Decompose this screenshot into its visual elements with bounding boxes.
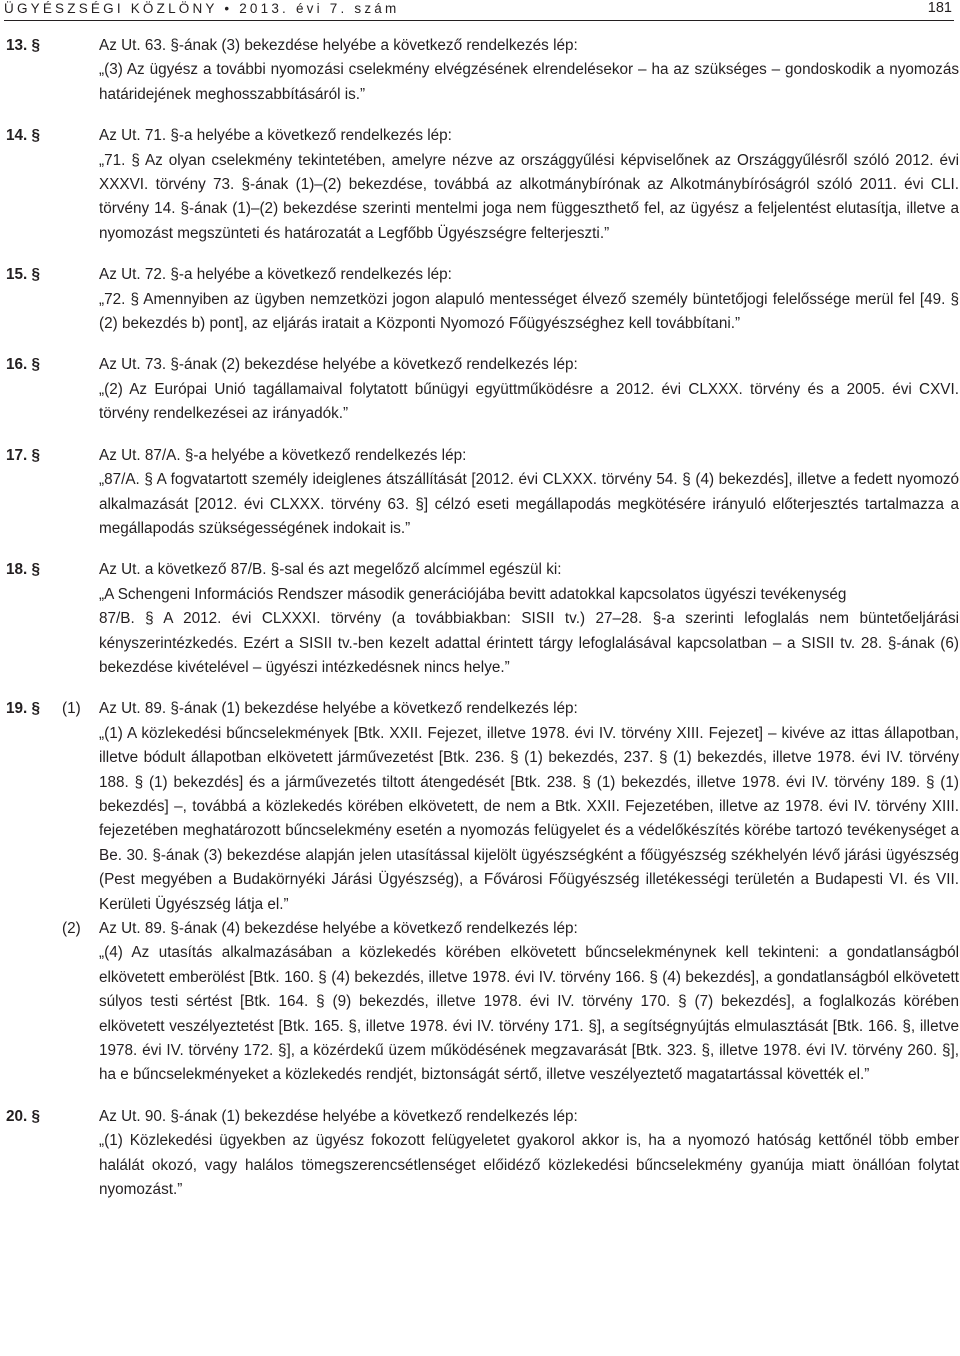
amendment-lead: Az Ut. 87/A. §-a helyébe a következő rendelkezés lép: bbox=[99, 446, 467, 464]
subsection-label bbox=[62, 34, 99, 58]
amended-paragraph: „87/A. § A fogvatartott személy ideiglenes átszállítását [2012. évi CLXXX. törvény 54. § (4) bekezdés], illetve a fedett nyomozó alkalmazását [2012. évi CLXXX. törvény 63. §] célzó eseti megállapodás megkötésére irányuló előterjesztés tartalmazza a megállapodás szükségességének indokait is.” bbox=[99, 471, 959, 537]
page-number: 181 bbox=[927, 0, 952, 16]
section-lead-row bbox=[6, 1105, 959, 1129]
section-number: 18. § bbox=[6, 561, 41, 579]
section-number: 13. § bbox=[6, 37, 41, 54]
amendment-lead: Az Ut. 72. §-a helyébe a következő rendelkezés lép: bbox=[99, 266, 452, 284]
section bbox=[6, 558, 959, 680]
amendment-lead: Az Ut. 89. §-ának (1) bekezdése helyébe a következő rendelkezés lép: bbox=[99, 700, 578, 718]
amended-text bbox=[99, 941, 959, 1087]
amendment-lead: Az Ut. a következő 87/B. §-sal és azt megelőző alcímmel egészül ki: bbox=[99, 561, 562, 579]
amended-paragraph: „71. § Az olyan cselekmény tekintetében, amelyre nézve az országgyűlési képviselőnek az Országgyűlésről szóló 2012. évi XXXVI. törvény 73. §-ának (1)–(2) bekezdése, továbbá az alkotmánybírónak az Alkotmánybíróságról szóló 2011. évi CLI. törvény 14. §-ának (1)–(2) bekezdése szerinti mentelmi joga nem függeszthető fel, az ügyész a feljelentést elutasítja, illetve a nyomozást megszünteti és határozatát a Legfőbb Ügyészségre felterjeszti.” bbox=[99, 151, 959, 242]
subsection-label bbox=[62, 444, 99, 468]
section-number: 17. § bbox=[6, 446, 41, 464]
running-title: ÜGYÉSZSÉGI KÖZLÖNY • 2013. évi 7. szám bbox=[4, 1, 400, 16]
amended-paragraph: 87/B. § A 2012. évi CLXXXI. törvény (a továbbiakban: SISII tv.) 27–28. §-a szerinti lefoglalás nem büntetőeljárási kényszerintézkedés. Ezért a SISII tv.-ben kezelt adattal érintett tárgy lefoglalásával kapcsolatban – a SISII tv. 28. §-ának (6) bekezdése kivételével – ügyészi intézkedésnek nincs helye.” bbox=[99, 610, 959, 676]
amended-paragraph: „72. § Amennyiben az ügyben nemzetközi jogon alapuló mentességet élvező személy büntetőjogi felelőssége merül fel [49. § (2) bekezdés b) pont], az eljárás iratait a Központi Nyomozó Főügyészséghez kell továbbítani.” bbox=[99, 290, 959, 333]
section-lead-row bbox=[6, 558, 959, 582]
subsection-label bbox=[62, 353, 99, 377]
amended-text bbox=[99, 1129, 959, 1202]
amended-text bbox=[99, 58, 959, 107]
amended-paragraph: „A Schengeni Információs Rendszer második generációjába bevitt adatokkal kapcsolatos ügyészi tevékenység bbox=[99, 585, 847, 603]
amendment-lead: Az Ut. 73. §-ának (2) bekezdése helyébe a következő rendelkezés lép: bbox=[99, 356, 578, 374]
subsection-label bbox=[62, 263, 99, 287]
section bbox=[6, 124, 959, 246]
section-lead-row bbox=[6, 353, 959, 377]
section-number: 19. § bbox=[6, 700, 41, 718]
amended-paragraph: „(3) Az ügyész a további nyomozási cselekmény elvégzésének elrendelésekor – ha az szükséges – gondoskodik a nyomozás határidejének meghosszabbításáról is.” bbox=[99, 61, 959, 103]
section-number bbox=[6, 917, 62, 941]
amendment-lead: Az Ut. 63. §-ának (3) bekezdése helyébe a következő rendelkezés lép: bbox=[99, 37, 578, 54]
amended-paragraph: „(2) Az Európai Unió tagállamaival folytatott bűnügyi együttműködésre a 2012. évi CLXXX. törvény és a 2005. évi CXVI. törvény rendelkezései az irányadók.” bbox=[99, 380, 959, 423]
section-lead-row bbox=[6, 263, 959, 287]
section-lead-row bbox=[6, 34, 959, 58]
subsection-label bbox=[62, 124, 99, 148]
section-number: 16. § bbox=[6, 356, 41, 374]
amendment-lead: Az Ut. 90. §-ának (1) bekezdése helyébe a következő rendelkezés lép: bbox=[99, 1107, 578, 1125]
section bbox=[6, 444, 959, 542]
amended-paragraph: „(4) Az utasítás alkalmazásában a közlekedés körében elkövetett bűncselekménynek kell tekinteni: a gondatlanságból elkövetett emberölést [Btk. 160. § (4) bekezdés, illetve 1978. évi IV. törvény 166. § (4) bekezdés], a gondatlanságból elkövetett súlyos testi sértést [Btk. 164. § (9) bekezdés, illetve 1978. évi IV. törvény 170. § (7) bekezdés], a foglalkozás körében elkövetett veszélyeztetést [Btk. 165. §, illetve 1978. évi IV. törvény 171. §], a segítségnyújtás elmulasztását [Btk. 166. §, illetve 1978. évi IV. törvény 172. §], a közérdekű üzem működésének megzavarását [Btk. 323. §, illetve 1978. évi IV. törvény 260. §], ha e bűncselekményeket a közlekedés rendjét, biztonságát sértő, illetve veszélyeztető magatartással követték el.” bbox=[99, 944, 959, 1084]
section-lead-row bbox=[6, 124, 959, 148]
section-number: 20. § bbox=[6, 1107, 41, 1125]
section bbox=[6, 697, 959, 1088]
section-number: 14. § bbox=[6, 127, 41, 145]
section-lead-row bbox=[6, 444, 959, 468]
subsection-label bbox=[62, 558, 99, 582]
amended-text bbox=[99, 288, 959, 337]
amendment-lead: Az Ut. 71. §-a helyébe a következő rendelkezés lép: bbox=[99, 127, 452, 145]
section-lead-row bbox=[6, 697, 959, 721]
subsection-label: (2) bbox=[62, 920, 81, 937]
amended-paragraph: „(1) A közlekedési bűncselekmények [Btk. XXII. Fejezet, illetve 1978. évi IV. törvény XIII. Fejezet] – kivéve az ittas állapotban, illetve bódult állapotban elkövetett járművezetést [Btk. 236. § (1) bekezdés, 237. § (1) bekezdés, illetve 1978. évi IV. törvény 188. § (1) bekezdés] és a járművezetés tiltott átengedését [Btk. 238. § (1) bekezdés, illetve 1978. évi IV. törvény 189. § (1) bekezdés] –, továbbá a közlekedés körében elkövetett, de nem a Btk. XXII. Fejezetében, illetve az 1978. évi IV. törvény XIII. fejezetében meghatározott bűncselekmény esetén a nyomozás felügyelet és a védelőkészítés körébe tartozó tevékenységet a Be. 30. §-ának (3) bekezdése alapján jelen utasítással kijelölt ügyészségként a főügyészség székhelyén lévő járási ügyészség (Pest megyében a Budakörnyéki Járási Ügyészség), a Fővárosi Főügyészség illetékességi területén a Budapesti VI. és VII. Kerületi Ügyészség látja el.” bbox=[99, 724, 959, 913]
subsection-label bbox=[62, 1105, 99, 1129]
amended-text bbox=[99, 378, 959, 427]
section-number: 15. § bbox=[6, 266, 41, 284]
page-header bbox=[4, 0, 954, 21]
amended-text bbox=[99, 149, 959, 247]
section bbox=[6, 263, 959, 336]
amended-text bbox=[99, 583, 959, 681]
section bbox=[6, 34, 959, 107]
section bbox=[6, 1105, 959, 1203]
subsection-label: (1) bbox=[62, 700, 81, 718]
amendment-lead: Az Ut. 89. §-ának (4) bekezdése helyébe a következő rendelkezés lép: bbox=[99, 920, 578, 937]
section bbox=[6, 353, 959, 426]
amended-text bbox=[99, 468, 959, 541]
document-body bbox=[6, 34, 959, 1219]
section-lead-row bbox=[6, 917, 959, 941]
amended-text bbox=[99, 722, 959, 917]
amended-paragraph: „(1) Közlekedési ügyekben az ügyész fokozott felügyeletet gyakorol akkor is, ha a nyomozó hatóság kettőnél több ember halálát okozó, vagy halálos tömegszerencsétlenséget előidéző közlekedési bűncselekmény gyanúja miatt önállóan folytat nyomozást.” bbox=[99, 1132, 959, 1199]
